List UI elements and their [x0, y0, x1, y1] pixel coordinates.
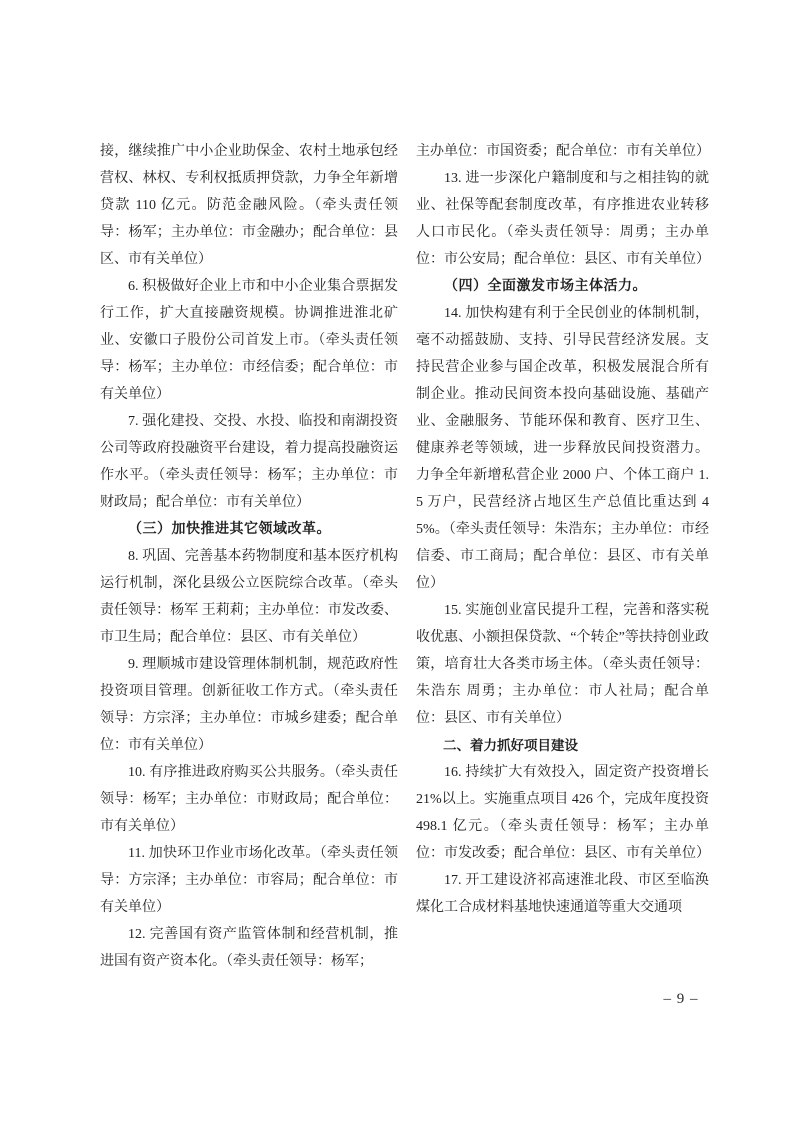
- body-paragraph-14: 14. 加快构建有利于全民创业的体制机制，毫不动摇鼓励、支持、引导民营经济发展。支持民营企业参与国企改革，积极发展混合所有制企业。推动民间资本投向基础设施、基础产业、金融服务、节能环保和教育、医疗卫生、健康养老等领域，进一步释放民间投资潜力。力争全年新增私营企业 2000 户、个体工商户 1.5 万户，民营经济占地区生产总值比重达到 45%。（牵头责任领导：朱浩东；主办单位：市经信委、市工商局；配合单位：县区、市有关单位）: [416, 306, 709, 591]
- body-paragraph-17: 17. 开工建设济祁高速淮北段、市区至临涣煤化工合成材料基地快速通道等重大交通项: [416, 873, 709, 915]
- body-paragraph-10: 10. 有序推进政府购买公共服务。（牵头责任领导：杨军；主办单位：市财政局；配合单位：市有关单位）: [100, 765, 398, 834]
- subsection-heading-3: （三）加快推进其它领域改革。: [128, 522, 331, 537]
- body-paragraph-16: 16. 持续扩大有效投入，固定资产投资增长 21%以上。实施重点项目 426 个，完成年度投资 498.1 亿元。（牵头责任领导：杨军；主办单位：市发改委；配合单位：县区、市有关单位）: [416, 765, 710, 861]
- body-paragraph-12: 12. 完善国有资产监管体制和经营机制，推进国有资产资本化。（牵头责任领导：杨军；: [100, 927, 398, 969]
- subsection-heading-4: （四）全面激发市场主体活力。: [444, 279, 647, 294]
- body-paragraph-13: 13. 进一步深化户籍制度和与之相挂钩的就业、社保等配套制度改革，有序推进农业转移人口市民化。（牵头责任领导：周勇；主办单位：市公安局；配合单位：县区、市有关单位）: [416, 171, 710, 267]
- section-heading-2: 二、着力抓好项目建设: [443, 738, 578, 753]
- body-paragraph-8: 8. 巩固、完善基本药物制度和基本医疗机构运行机制，深化县级公立医院综合改革。（牵头责任领导：杨军 王莉莉；主办单位：市发改委、市卫生局；配合单位：县区、市有关单位）: [100, 549, 398, 645]
- continued-paragraph: 接，继续推广中小企业助保金、农村土地承包经营权、林权、专利权抵质押贷款，力争全年新增贷款 110 亿元。防范金融风险。（牵头责任领导：杨军；主办单位：市金融办；配合单位：县区、市有关单位）: [100, 144, 398, 267]
- body-paragraph-9: 9. 理顺城市建设管理体制机制，规范政府性投资项目管理。创新征收工作方式。（牵头责任领导：方宗泽；主办单位：市城乡建委；配合单位：市有关单位）: [100, 657, 398, 753]
- right-text-column: [416, 138, 709, 921]
- body-paragraph-15: 15. 实施创业富民提升工程，完善和落实税收优惠、小额担保贷款、“个转企”等扶持创业政策，培育壮大各类市场主体。（牵头责任领导：朱浩东 周勇；主办单位：市人社局；配合单位：县区、市有关单位）: [416, 603, 709, 726]
- left-text-column: [100, 138, 398, 975]
- body-paragraph-7: 7. 强化建投、交投、水投、临投和南湖投资公司等政府投融资平台建设，着力提高投融资运作水平。（牵头责任领导：杨军；主办单位：市财政局；配合单位：市有关单位）: [100, 414, 398, 510]
- continued-paragraph: 主办单位：市国资委；配合单位：市有关单位）: [416, 144, 710, 159]
- page-number: – 9 –: [663, 991, 699, 1007]
- body-paragraph-11: 11. 加快环卫作业市场化改革。（牵头责任领导：方宗泽；主办单位：市容局；配合单位：市有关单位）: [100, 846, 398, 915]
- body-paragraph-6: 6. 积极做好企业上市和中小企业集合票据发行工作，扩大直接融资规模。协调推进淮北矿业、安徽口子股份公司首发上市。（牵头责任领导：杨军；主办单位：市经信委；配合单位：市有关单位）: [100, 279, 398, 402]
